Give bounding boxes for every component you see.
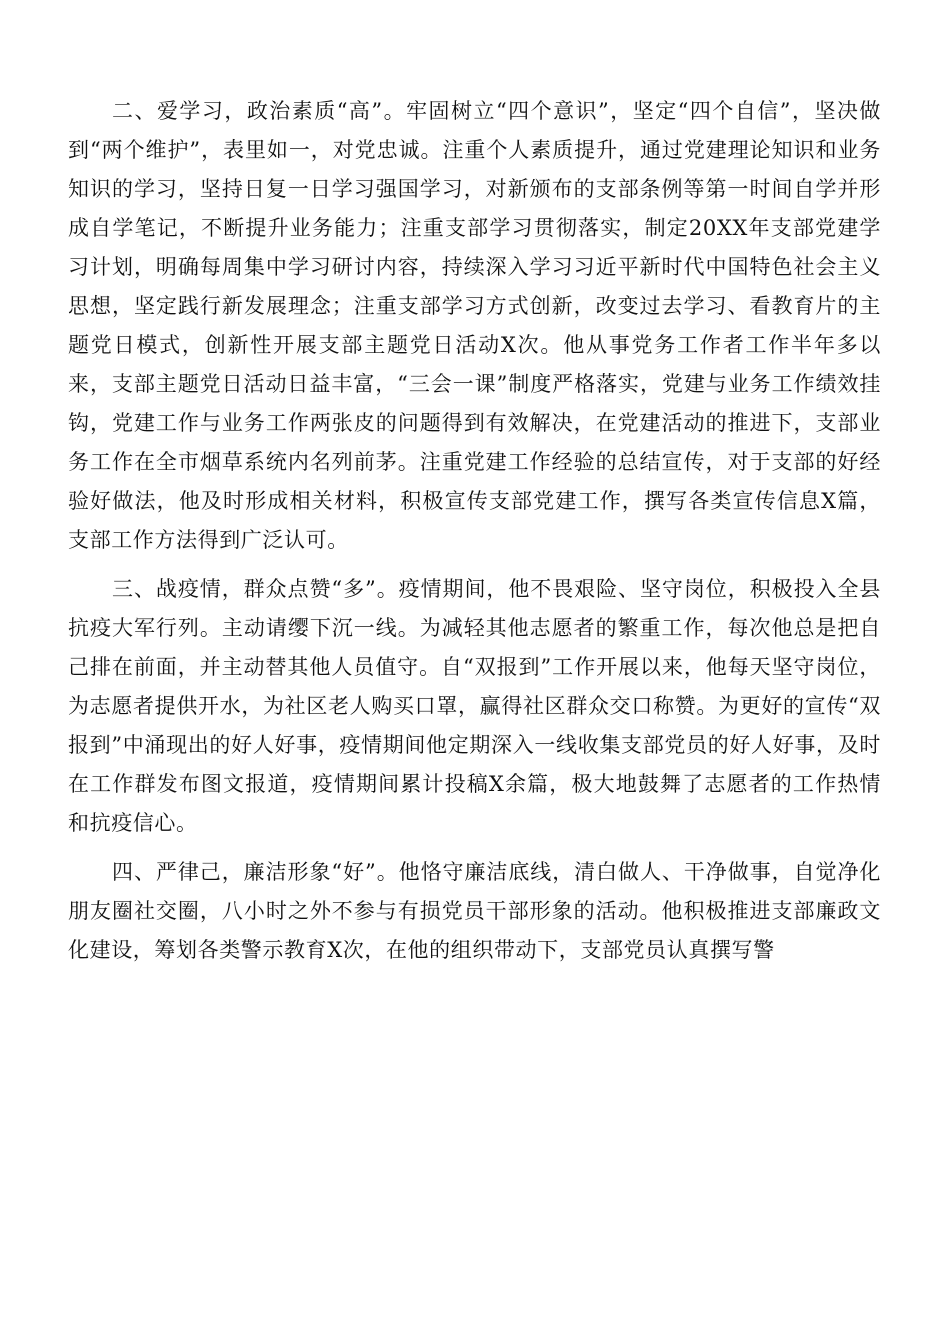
paragraph-study: 二、爱学习，政治素质“高”。牢固树立“四个意识”，坚定“四个自信”，坚决做到“两个维护”，表里如一，对党忠诚。注重个人素质提升，通过党建理论知识和业务知识的学习，坚持日复一日学习强国学习，对新颁布的支部条例等第一时间自学并形成自学笔记，不断提升业务能力；注重支部学习贯彻落实，制定20XX年支部党建学习计划，明确每周集中学习研讨内容，持续深入学习习近平新时代中国特色社会主义思想，坚定践行新发展理念；注重支部学习方式创新，改变过去学习、看教育片的主题党日模式，创新性开展支部主题党日活动X次。他从事党务工作者工作半年多以来，支部主题党日活动日益丰富，“三会一课”制度严格落实，党建与业务工作绩效挂钩，党建工作与业务工作两张皮的问题得到有效解决，在党建活动的推进下，支部业务工作在全市烟草系统内名列前茅。注重党建工作经验的总结宣传，对于支部的好经验好做法，他及时形成相关材料，积极宣传支部党建工作，撰写各类宣传信息X篇，支部工作方法得到广泛认可。 <box>68 99 881 552</box>
paragraph-integrity: 四、严律己，廉洁形象“好”。他恪守廉洁底线，清白做人、干净做事，自觉净化朋友圈社交圈，八小时之外不参与有损党员干部形象的活动。他积极推进支部廉政文化建设，筹划各类警示教育X次，在他的组织带动下，支部党员认真撰写警 <box>68 860 881 962</box>
paragraph-epidemic: 三、战疫情，群众点赞“多”。疫情期间，他不畏艰险、坚守岗位，积极投入全县抗疫大军行列。主动请缨下沉一线。为减轻其他志愿者的繁重工作，每次他总是把自己排在前面，并主动替其他人员值守。自“双报到”工作开展以来，他每天坚守岗位，为志愿者提供开水，为社区老人购买口罩，赢得社区群众交口称赞。为更好的宣传“双报到”中涌现出的好人好事，疫情期间他定期深入一线收集支部党员的好人好事，及时在工作群发布图文报道，疫情期间累计投稿X余篇，极大地鼓舞了志愿者的工作热情和抗疫信心。 <box>68 577 881 835</box>
document-body <box>68 92 881 980</box>
